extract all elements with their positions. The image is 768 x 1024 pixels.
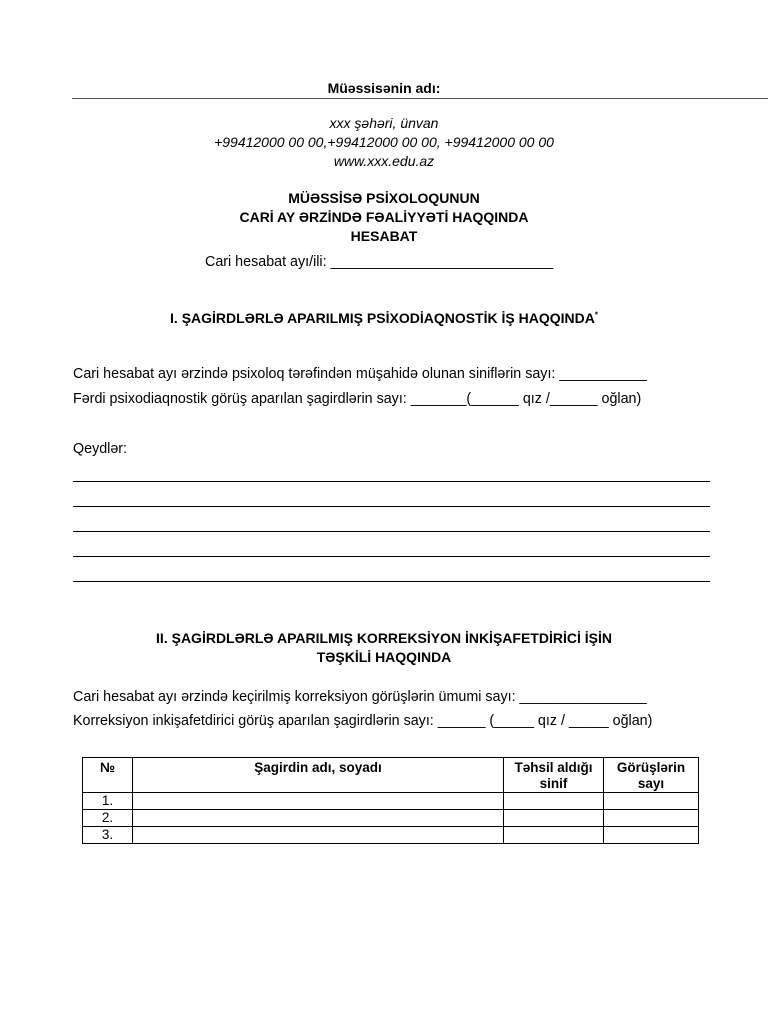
class-cell <box>504 793 604 810</box>
student-name-cell <box>133 793 504 810</box>
student-name-cell <box>133 827 504 844</box>
notes-line <box>73 581 710 582</box>
report-title-line-3: HESABAT <box>350 228 418 244</box>
section-2-heading-line-2: TƏŞKİLİ HAQQINDA <box>316 649 452 665</box>
notes-label: Qeydlər: <box>73 441 128 457</box>
notes-line <box>73 556 710 557</box>
student-name-cell <box>133 810 504 827</box>
correction-students-count: Korreksiyon inkişafetdirici görüş aparılan şagirdlərin sayı: ______ (_____ qız / _____ oğlan) <box>73 713 653 729</box>
sessions-cell <box>604 793 699 810</box>
table-row <box>83 793 699 810</box>
sessions-cell <box>604 810 699 827</box>
table-row <box>83 810 699 827</box>
notes-line <box>73 481 710 482</box>
row-number: 1. <box>83 793 133 810</box>
section-1-footnote-mark: * <box>594 310 598 320</box>
report-title-line-2: CARİ AY ƏRZİNDƏ FƏALİYYƏTİ HAQQINDA <box>239 209 529 225</box>
column-header-class: Təhsil aldığı sinif <box>504 758 604 793</box>
notes-line <box>73 531 710 532</box>
table-header-row <box>83 758 699 793</box>
institution-name-label: Müəssisənin adı: <box>327 80 441 96</box>
observed-classes-count: Cari hesabat ayı ərzində psixoloq tərəfindən müşahidə olunan siniflərin sayı: ___________ <box>73 366 647 382</box>
class-cell <box>504 810 604 827</box>
report-month-field: Cari hesabat ayı/ili: ____________________________ <box>205 254 554 270</box>
column-header-student-name: Şagirdin adı, soyadı <box>133 758 504 793</box>
students-table <box>82 757 699 844</box>
address-line: xxx şəhəri, ünvan <box>329 115 439 131</box>
column-header-sessions: Görüşlərin sayı <box>604 758 699 793</box>
header-divider <box>72 98 768 99</box>
notes-line <box>73 506 710 507</box>
section-2-heading-line-1: II. ŞAGİRDLƏRLƏ APARILMIŞ KORREKSİYON İNKİŞAFETDİRİCİ İŞİN <box>156 630 612 646</box>
row-number: 3. <box>83 827 133 844</box>
row-number: 2. <box>83 810 133 827</box>
report-title-line-1: MÜƏSSİSƏ PSİXOLOQUNUN <box>288 190 480 206</box>
section-1-heading-text: I. ŞAGİRDLƏRLƏ APARILMIŞ PSİXODİAQNOSTİK İŞ HAQQINDA <box>170 310 595 326</box>
phone-line: +99412000 00 00,+99412000 00 00, +99412000 00 00 <box>214 134 554 150</box>
correction-sessions-count: Cari hesabat ayı ərzində keçirilmiş korreksiyon görüşlərin ümumi sayı: ________________ <box>73 689 647 705</box>
table-row <box>83 827 699 844</box>
class-cell <box>504 827 604 844</box>
website-line: www.xxx.edu.az <box>333 153 435 169</box>
section-1-heading <box>0 309 768 328</box>
diagnostic-students-count: Fərdi psixodiaqnostik görüş aparılan şagirdlərin sayı: _______(______ qız /______ oğlan) <box>73 391 642 407</box>
sessions-cell <box>604 827 699 844</box>
column-header-number: № <box>83 758 133 793</box>
